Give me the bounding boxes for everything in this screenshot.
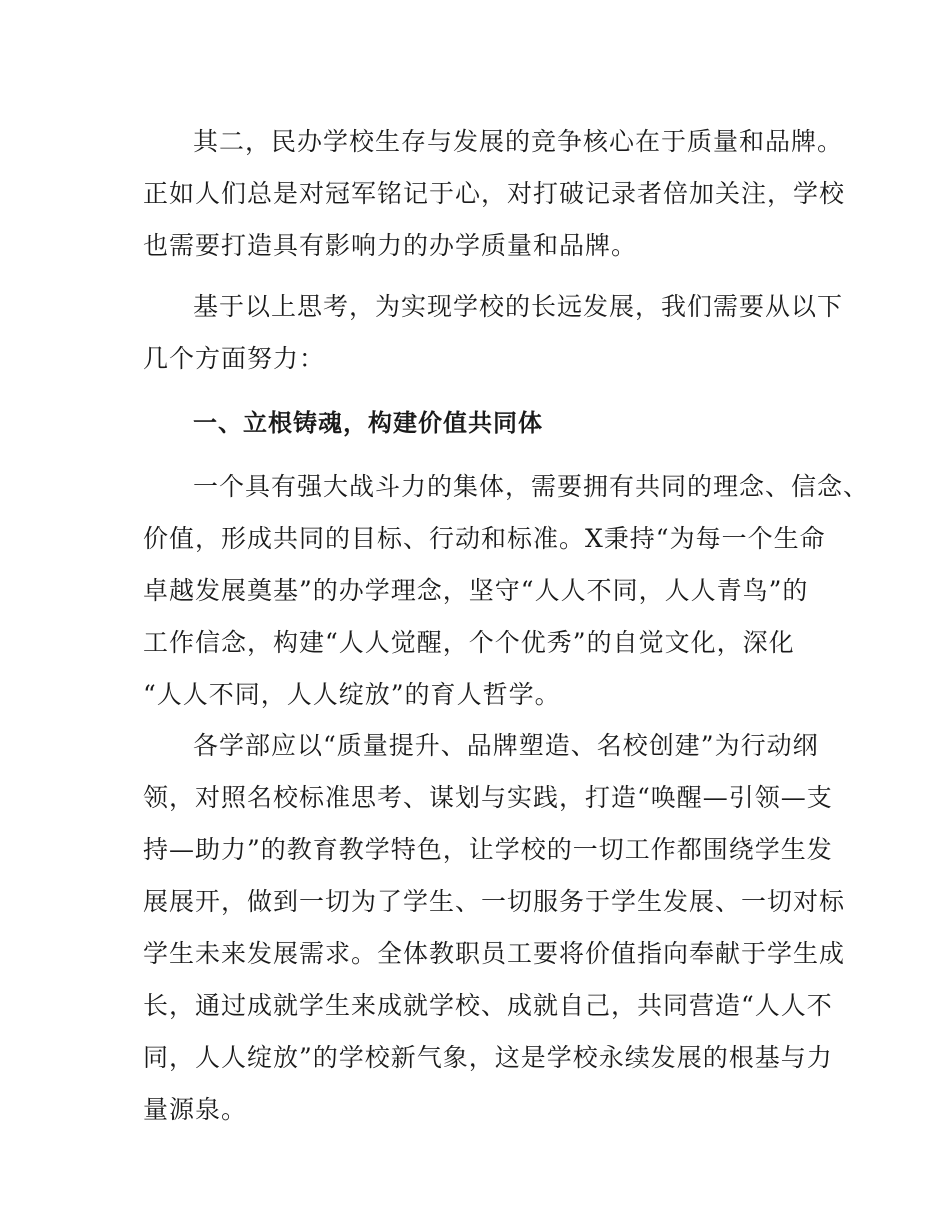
text-line: 学生未来发展需求。全体教职员工要将价值指向奉献于学生成	[143, 939, 846, 968]
text-line: 展展开，做到一切为了学生、一切服务于学生发展、一切对标	[143, 887, 846, 916]
text-line: “人人不同，人人绽放”的育人哲学。	[143, 680, 561, 709]
text-line: 其二，民办学校生存与发展的竞争核心在于质量和品牌。	[193, 127, 844, 156]
text-line: 工作信念，构建“人人觉醒，个个优秀”的自觉文化，深化	[143, 628, 795, 657]
text-line: 也需要打造具有影响力的办学质量和品牌。	[143, 231, 638, 260]
text-line: 基于以上思考，为实现学校的长远发展，我们需要从以下	[193, 292, 844, 321]
text-line: 同，人人绽放”的学校新气象，这是学校永续发展的根基与力	[143, 1043, 833, 1072]
text-line: 量源泉。	[143, 1095, 248, 1124]
text-line: 价值，形成共同的目标、行动和标准。X秉持“为每一个生命	[143, 524, 826, 553]
text-line: 各学部应以“质量提升、品牌塑造、名校创建”为行动纲	[193, 731, 819, 760]
text-line: 领，对照名校标准思考、谋划与实践，打造“唤醒—引领—支	[143, 783, 833, 812]
paragraph-reflection	[143, 281, 843, 385]
paragraph-departments	[143, 720, 845, 1136]
text-line: 正如人们总是对冠军铭记于心，对打破记录者倍加关注，学校	[143, 179, 846, 208]
text-line: 几个方面努力：	[143, 344, 326, 373]
paragraph-quality-brand	[143, 116, 845, 272]
text-line: 卓越发展奠基”的办学理念，坚守“人人不同，人人青鸟”的	[143, 576, 809, 605]
text-line: 持—助力”的教育教学特色，让学校的一切工作都围绕学生发	[143, 835, 833, 864]
paragraph-values	[143, 461, 869, 721]
text-line: 一个具有强大战斗力的集体，需要拥有共同的理念、信念、	[193, 472, 870, 501]
text-line: 长，通过成就学生来成就学校、成就自己，共同营造“人人不	[143, 991, 833, 1020]
section-heading	[143, 397, 543, 449]
heading-text: 一、立根铸魂，构建价值共同体	[193, 409, 543, 437]
